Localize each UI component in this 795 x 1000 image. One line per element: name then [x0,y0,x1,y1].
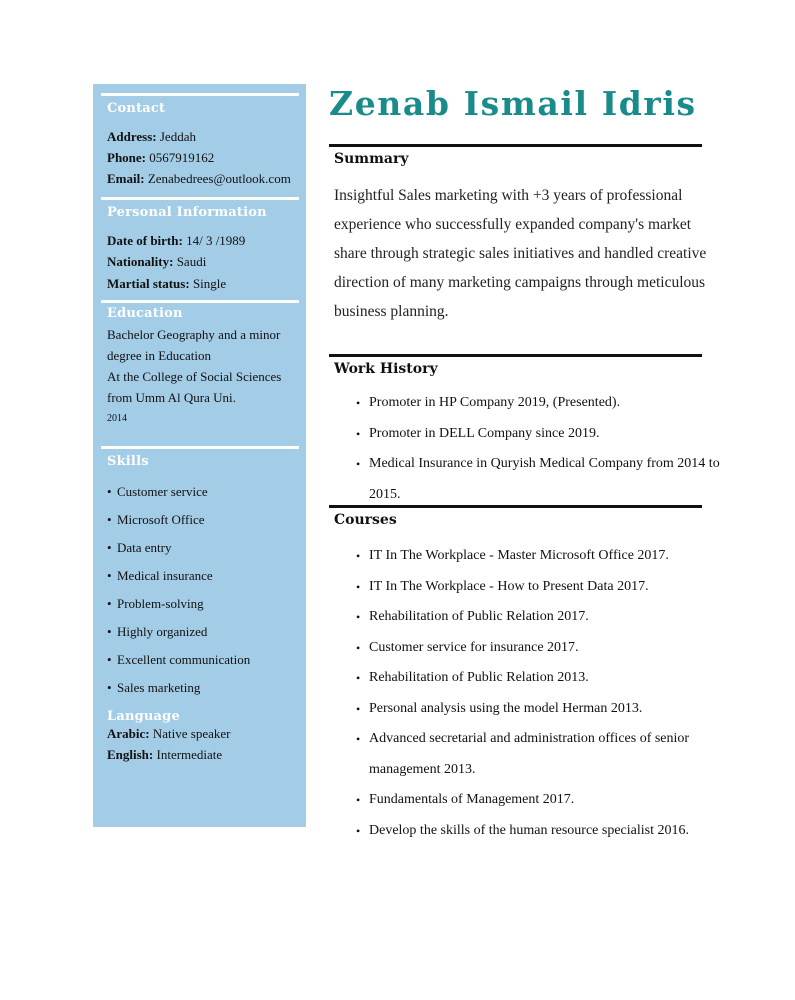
address-label: Address: [107,129,157,144]
work-item: • Medical Insurance in Quryish Medical Company from 2014 to 2015. [356,449,726,510]
skill-label: Medical insurance [117,568,213,583]
education-line: Bachelor Geography and a minor [107,327,281,342]
arabic-label: Arabic: [107,726,150,741]
candidate-name: Zenab Ismail Idris [329,84,697,123]
sidebar-divider [101,300,299,303]
course-item: • IT In The Workplace - How to Present Data 2017. [356,572,726,603]
education-line: At the College of Social Sciences [107,369,282,384]
english-label: English: [107,747,154,762]
work-item: • Promoter in HP Company 2019, (Presented). [356,388,726,419]
work-item: • Promoter in DELL Company since 2019. [356,419,726,450]
dob-value: 14/ 3 /1989 [186,233,246,248]
skill-label: Highly organized [117,624,208,639]
summary-text: Insightful Sales marketing with +3 years of professional experience who successfully expanded company's market share through strategic sales initiatives and handled creative direction of many marketing campaigns through meticulous business planning. [334,187,707,320]
section-rule [329,505,702,508]
language-english [107,747,222,763]
personal-info-heading: Personal Information [107,205,267,220]
dob-label: Date of birth: [107,233,183,248]
courses-list [356,541,726,846]
skills-heading: Skills [107,454,149,469]
education-year: 2014 [107,413,127,424]
course-item: • Advanced secretarial and administration offices of senior management 2013. [356,724,726,785]
education-line: degree in Education [107,348,211,363]
personal-dob [107,233,245,249]
phone-value: 0567919162 [149,150,215,165]
sidebar-divider [101,197,299,200]
email-label: Email: [107,171,145,186]
course-item: • Personal analysis using the model Herman 2013. [356,694,726,725]
course-item: • Rehabilitation of Public Relation 2013. [356,663,726,694]
nationality-label: Nationality: [107,254,174,269]
email-value: Zenabedrees@outlook.com [147,171,291,186]
marital-value: Single [192,276,227,291]
contact-phone [107,150,214,166]
section-rule [329,144,702,147]
language-arabic [107,726,230,742]
skill-label: Data entry [117,540,172,555]
work-history-list [356,388,726,510]
english-value: Intermediate [156,747,223,762]
phone-label: Phone: [107,150,146,165]
skill-item: • Medical insurance [107,568,213,583]
arabic-value: Native speaker [152,726,231,741]
course-item: • Fundamentals of Management 2017. [356,785,726,816]
marital-label: Martial status: [107,276,190,291]
skill-label: Microsoft Office [117,512,205,527]
contact-heading: Contact [107,101,166,116]
contact-address [107,129,196,145]
skill-label: Sales marketing [117,680,201,695]
contact-email [107,171,291,187]
education-line: from Umm Al Qura Uni. [107,390,236,405]
skill-item: • Excellent communication [107,652,251,667]
language-heading: Language [107,709,180,724]
sidebar-divider [101,93,299,96]
summary-heading: Summary [334,151,409,167]
skill-item: • Problem-solving [107,596,204,611]
skill-item: • Sales marketing [107,680,201,695]
course-item: • IT In The Workplace - Master Microsoft Office 2017. [356,541,726,572]
skill-label: Problem-solving [117,596,204,611]
course-item: • Develop the skills of the human resource specialist 2016. [356,816,726,847]
personal-nationality [107,254,206,270]
skill-item: • Microsoft Office [107,512,205,527]
skill-label: Excellent communication [117,652,251,667]
personal-marital [107,276,226,292]
sidebar [93,84,306,827]
skills-list [107,483,250,707]
section-rule [329,354,702,357]
courses-heading: Courses [334,512,397,528]
skill-item: • Highly organized [107,624,208,639]
sidebar-divider [101,446,299,449]
education-heading: Education [107,306,183,321]
education-details [107,324,297,429]
work-history-heading: Work History [334,361,438,377]
course-item: • Customer service for insurance 2017. [356,633,726,664]
nationality-value: Saudi [176,254,207,269]
skill-label: Customer service [117,484,208,499]
skill-item: • Customer service [107,484,208,499]
course-item: • Rehabilitation of Public Relation 2017. [356,602,726,633]
address-value: Jeddah [159,129,196,144]
skill-item: • Data entry [107,540,172,555]
